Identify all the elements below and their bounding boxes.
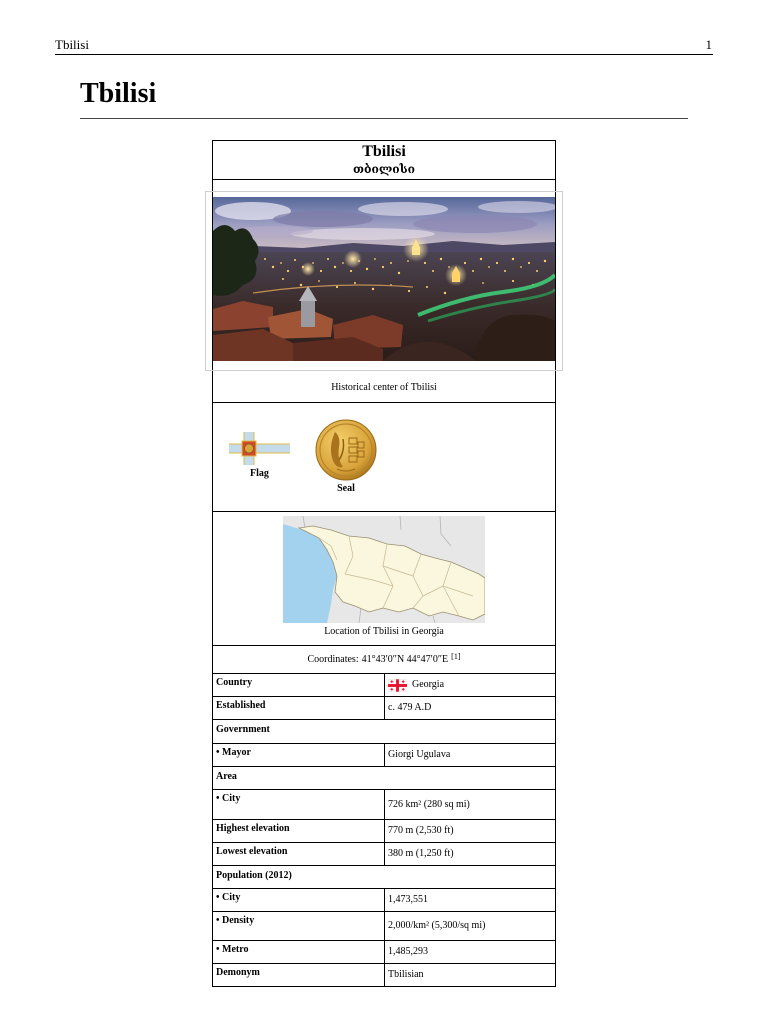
section-population: Population (2012) [213, 866, 555, 889]
header-rule [55, 54, 713, 55]
tbilisi-flag-image [229, 432, 290, 465]
running-head: Tbilisi [55, 37, 89, 52]
row-label: • City [213, 889, 385, 911]
row-demonym [213, 964, 555, 986]
row-label: • Density [213, 912, 385, 940]
row-value [385, 674, 555, 696]
coordinates-label: Coordinates: [307, 653, 359, 665]
row-label: Established [213, 697, 385, 719]
title-rule [80, 118, 688, 119]
georgia-flag-icon [388, 679, 407, 692]
row-established [213, 697, 555, 720]
row-value: c. 479 A.D [388, 702, 432, 713]
infobox-title-row [213, 141, 555, 180]
row-metro [213, 941, 555, 964]
row-value: Tbilisian [388, 969, 424, 980]
infobox-name: Tbilisi [362, 143, 406, 160]
flag-label: Flag [250, 468, 269, 479]
country-value: Georgia [412, 679, 445, 690]
section-area: Area [213, 767, 555, 790]
row-density [213, 912, 555, 941]
row-value: Giorgi Ugulava [388, 749, 451, 760]
row-population-city [213, 889, 555, 912]
row-country [213, 674, 555, 697]
row-label: • Metro [213, 941, 385, 963]
row-value: 380 m (1,250 ft) [388, 848, 454, 859]
location-map [283, 516, 485, 623]
coordinates-value: 41°43′0″N 44°47′0″E [361, 653, 449, 665]
row-value: 1,485,293 [388, 946, 428, 957]
row-label: Lowest elevation [213, 843, 385, 865]
infobox [212, 140, 556, 987]
tbilisi-seal-image [315, 419, 377, 481]
coordinates-row: Coordinates: 41°43′0″N 44°47′0″E [1] [213, 646, 555, 674]
row-label: Demonym [213, 964, 385, 986]
row-label: Country [213, 674, 385, 696]
page-number: 1 [705, 37, 712, 52]
map-caption: Location of Tbilisi in Georgia [324, 626, 444, 637]
section-government: Government [213, 720, 555, 744]
row-lowest-elevation [213, 843, 555, 866]
row-label: Highest elevation [213, 820, 385, 842]
seal-label: Seal [337, 483, 355, 494]
row-highest-elevation [213, 820, 555, 843]
row-value: 1,473,551 [388, 894, 428, 905]
infobox-map-row [213, 512, 555, 646]
city-panorama-photo [213, 197, 555, 361]
page-title: Tbilisi [80, 78, 157, 109]
row-value: 726 km² (280 sq mi) [388, 798, 470, 810]
row-label: • Mayor [213, 744, 385, 766]
image-caption: Historical center of Tbilisi [331, 382, 437, 393]
infobox-symbols-row [213, 403, 555, 512]
row-label: • City [213, 790, 385, 819]
infobox-image-row [213, 180, 555, 403]
row-mayor [213, 744, 555, 767]
row-value: 2,000/km² (5,300/sq mi) [388, 920, 486, 931]
row-area-city [213, 790, 555, 820]
infobox-native-name: თბილისი [353, 162, 415, 176]
row-value: 770 m (2,530 ft) [388, 825, 454, 836]
